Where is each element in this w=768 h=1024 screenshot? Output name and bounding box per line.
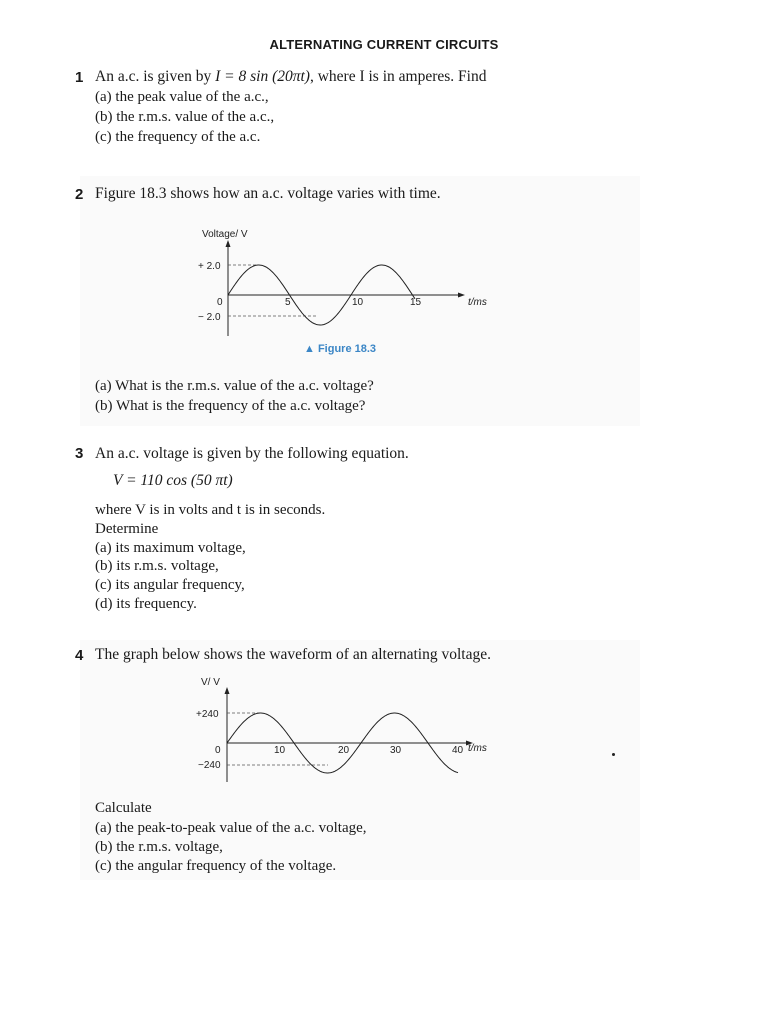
graph2-x-tick-30: 30 (390, 745, 402, 756)
question-1-stem-pre: An a.c. is given by (95, 68, 216, 85)
question-3-stem: An a.c. voltage is given by the following equation. (95, 445, 409, 462)
question-3-part-b: (b) its r.m.s. voltage, (95, 558, 219, 574)
question-4-number: 4 (75, 647, 84, 664)
graph2-y-tick-zero: 0 (215, 745, 221, 756)
question-1-part-a: (a) the peak value of the a.c., (95, 89, 269, 105)
y-axis-arrow-icon (225, 687, 230, 694)
question-1-stem-post: , where I is in amperes. Find (309, 68, 487, 85)
graph-y-tick-neg: − 2.0 (198, 312, 221, 323)
question-3-part-c: (c) its angular frequency, (95, 577, 245, 593)
graph-x-tick-5: 5 (285, 297, 291, 308)
question-3-part-d: (d) its frequency. (95, 596, 197, 612)
question-1-part-c: (c) the frequency of the a.c. (95, 129, 261, 145)
graph2-x-tick-40: 40 (452, 745, 464, 756)
graph-x-tick-10: 10 (352, 297, 364, 308)
graph2-y-tick-neg: −240 (198, 760, 221, 771)
question-3-where: where V is in volts and t is in seconds. (95, 502, 326, 518)
graph2-y-tick-pos: +240 (196, 709, 219, 720)
question-2-part-b: (b) What is the frequency of the a.c. voltage? (95, 398, 366, 414)
question-4-stem: The graph below shows the waveform of an alternating voltage. (95, 646, 491, 663)
question-4-part-b: (b) the r.m.s. voltage, (95, 839, 223, 855)
graph-x-axis-label: t/ms (468, 297, 487, 308)
question-2-number: 2 (75, 186, 84, 203)
question-4-part-a: (a) the peak-to-peak value of the a.c. voltage, (95, 820, 367, 836)
question-1-number: 1 (75, 69, 84, 86)
question-2-stem: Figure 18.3 shows how an a.c. voltage varies with time. (95, 185, 441, 202)
graph2-x-axis-label: t/ms (468, 743, 487, 754)
graph-y-tick-zero: 0 (217, 297, 223, 308)
question-3-part-a: (a) its maximum voltage, (95, 540, 246, 556)
graph-y-axis-label: Voltage/ V (202, 229, 248, 240)
graph2-x-tick-10: 10 (274, 745, 286, 756)
question-1-part-b: (b) the r.m.s. value of the a.c., (95, 109, 275, 125)
graph2-y-axis-label: V/ V (201, 677, 220, 688)
question-3-equation: V = 110 cos (50 πt) (113, 472, 233, 489)
question-3-number: 3 (75, 445, 84, 462)
page-title: ALTERNATING CURRENT CIRCUITS (269, 37, 499, 52)
question-2-part-a: (a) What is the r.m.s. value of the a.c. voltage? (95, 378, 374, 394)
stray-mark (612, 753, 615, 756)
graph-x-tick-15: 15 (410, 297, 422, 308)
question-1-equation: I = 8 sin (20πt) (215, 68, 310, 85)
graph2-x-tick-20: 20 (338, 745, 350, 756)
question-4-part-c: (c) the angular frequency of the voltage. (95, 858, 337, 874)
question-3-determine: Determine (95, 521, 159, 537)
graph-y-tick-pos: + 2.0 (198, 261, 221, 272)
question-4-calculate: Calculate (95, 800, 152, 816)
figure-caption: ▲ Figure 18.3 (304, 343, 377, 355)
